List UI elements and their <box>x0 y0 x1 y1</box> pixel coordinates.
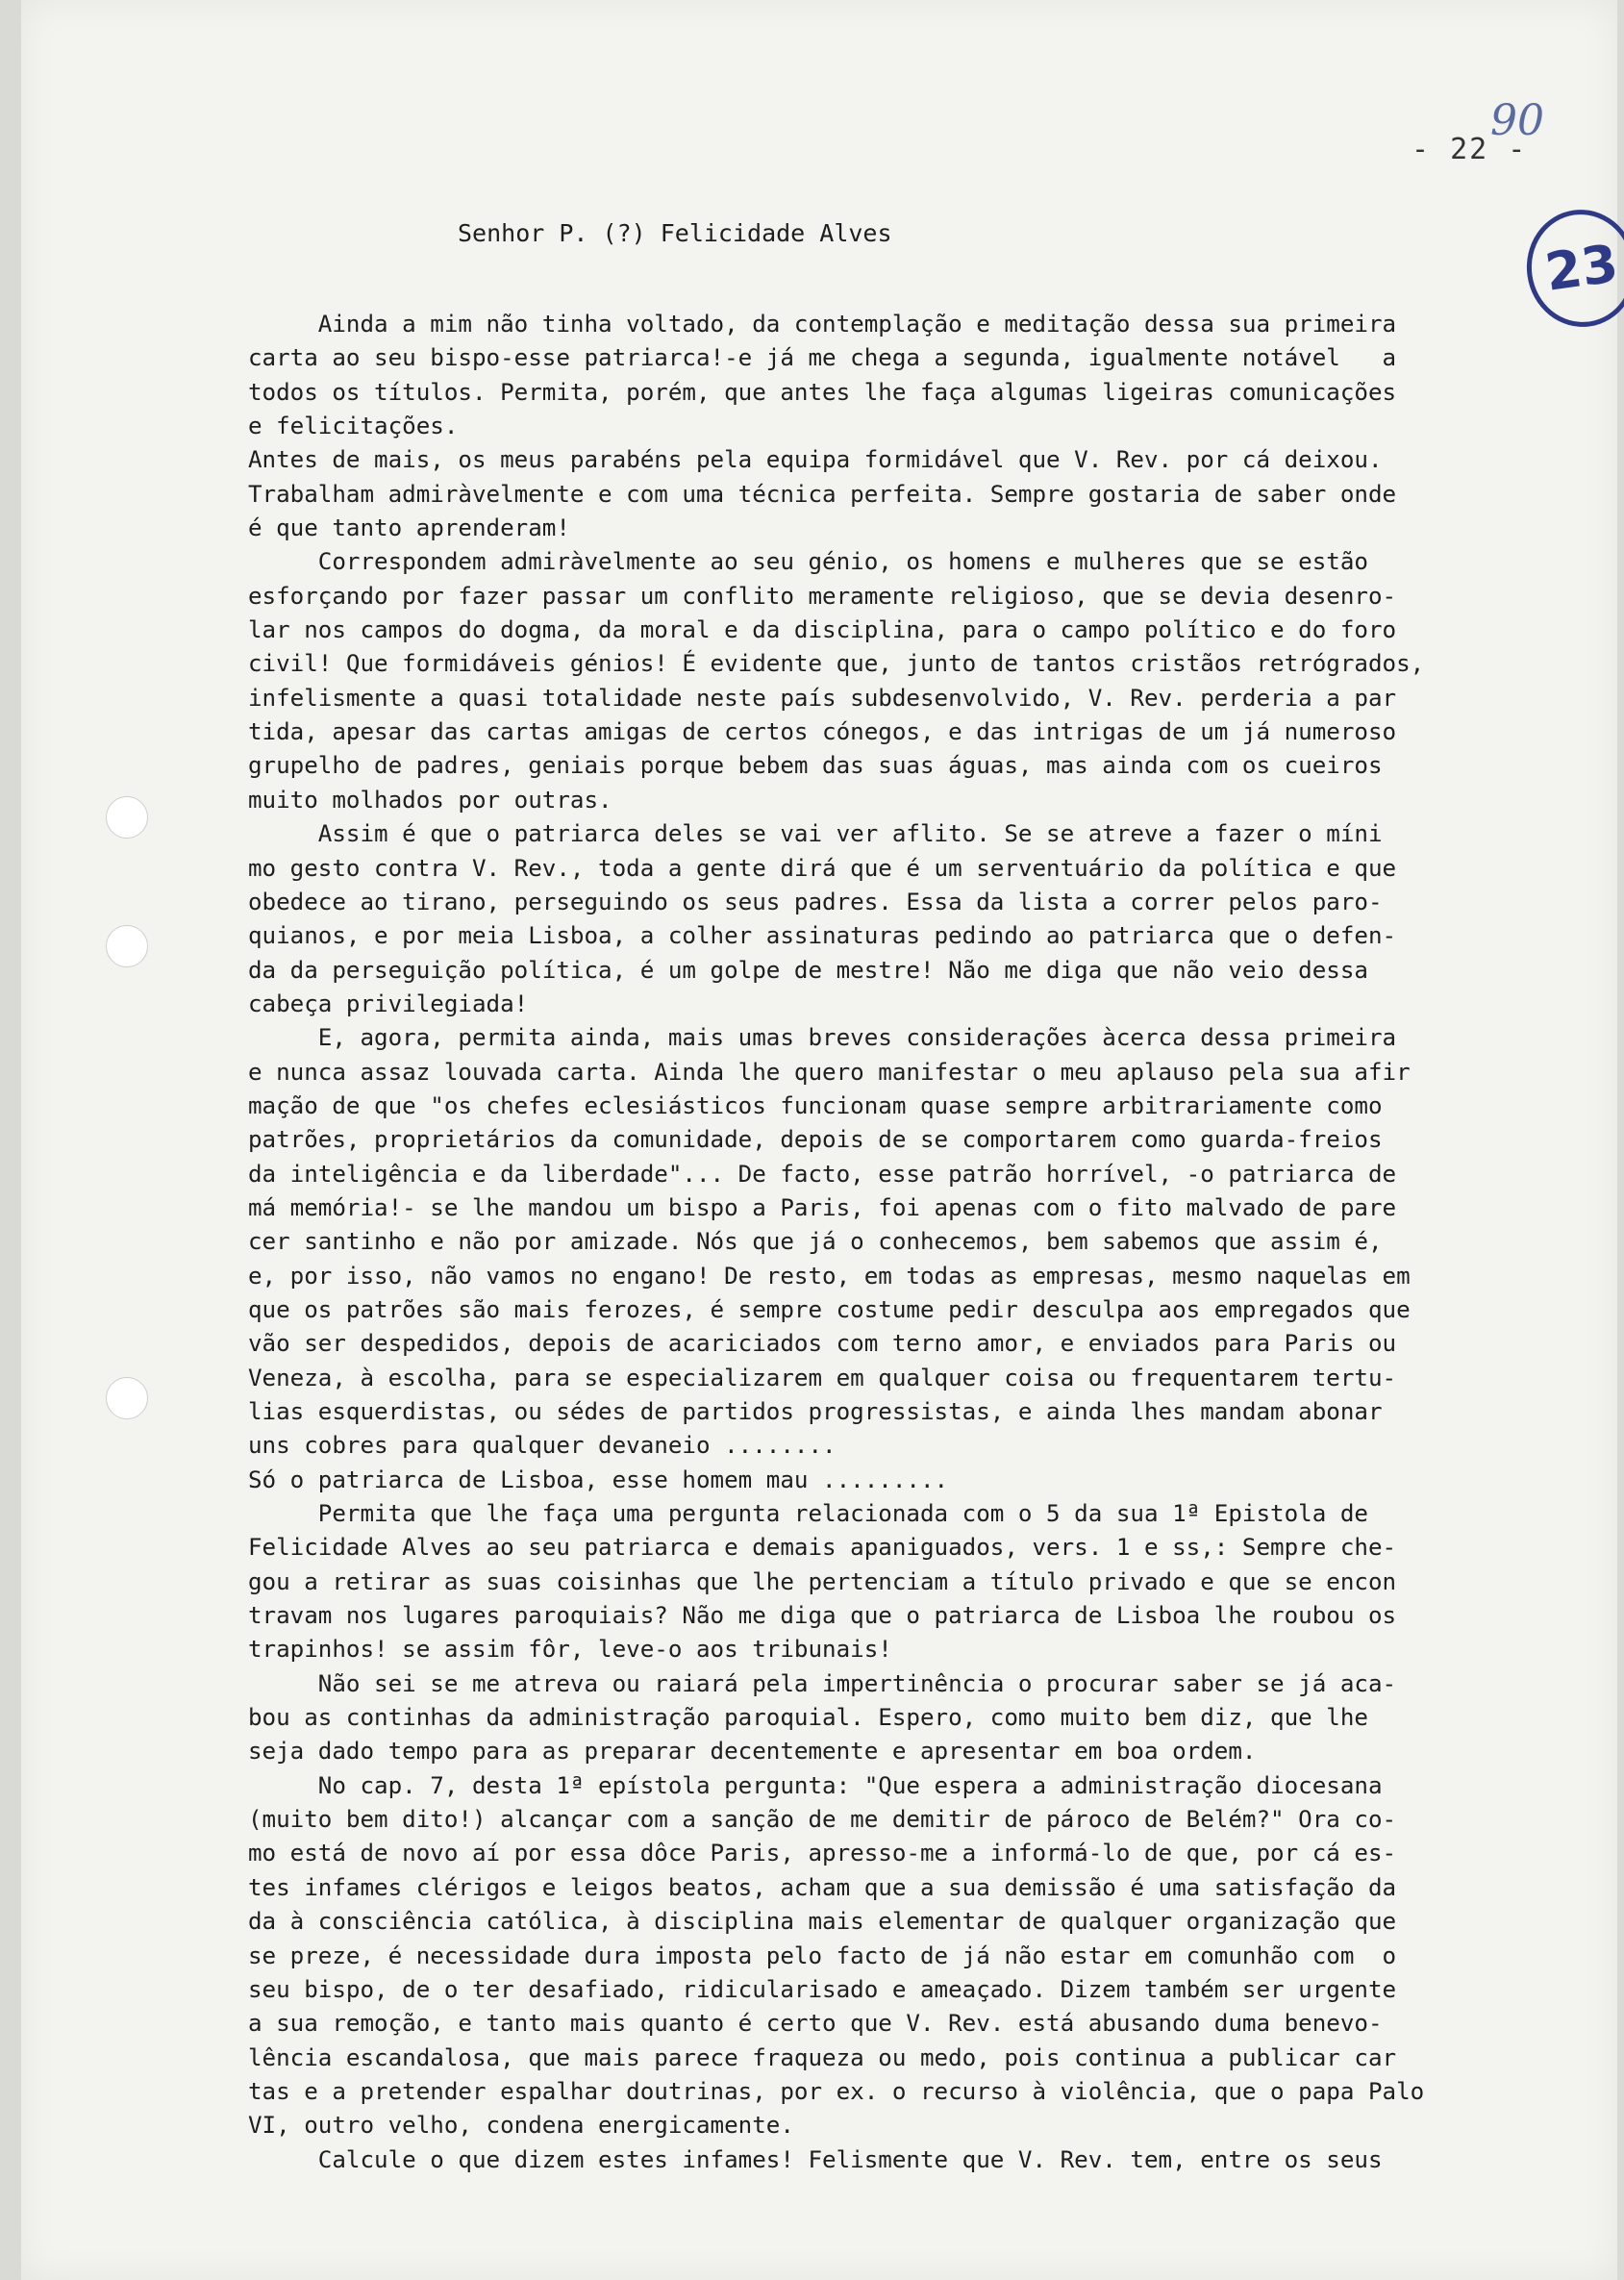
punch-hole <box>106 1377 148 1419</box>
body-line: travam nos lugares paroquiais? Não me diga que o patriarca de Lisboa lhe roubou os <box>248 1602 1397 1630</box>
body-line: cer santinho e não por amizade. Nós que já o conhecemos, bem sabemos que assim é, <box>248 1228 1383 1256</box>
body-line: da da perseguição política, é um golpe de mestre! Não me diga que não veio dessa <box>248 956 1368 984</box>
body-line: (muito bem dito!) alcançar com a sanção de me demitir de pároco de Belém?" Ora co- <box>248 1806 1397 1834</box>
body-line: mação de que "os chefes eclesiásticos funcionam quase sempre arbitrariamente como <box>248 1091 1383 1119</box>
body-line: quianos, e por meia Lisboa, a colher assinaturas pedindo ao patriarca que o defen- <box>248 922 1397 950</box>
body-line: e, por isso, não vamos no engano! De resto, em todas as empresas, mesmo naquelas em <box>248 1262 1411 1290</box>
body-line: e felicitações. <box>248 413 459 440</box>
body-line: vão ser despedidos, depois de acariciados com terno amor, e enviados para Paris ou <box>248 1330 1397 1358</box>
body-line: é que tanto aprenderam! <box>248 514 570 542</box>
body-line: da à consciência católica, à disciplina mais elementar de qualquer organização que <box>248 1908 1397 1936</box>
body-line: cabeça privilegiada! <box>248 990 529 1017</box>
body-line: infelismente a quasi totalidade neste país subdesenvolvido, V. Rev. perderia a par <box>248 684 1397 712</box>
body-line: trapinhos! se assim fôr, leve-o aos tribunais! <box>248 1636 892 1664</box>
body-line: obedece ao tirano, perseguindo os seus padres. Essa da lista a correr pelos paro- <box>248 888 1383 915</box>
body-line: tas e a pretender espalhar doutrinas, por ex. o recurso à violência, que o papa Palo <box>248 2077 1425 2105</box>
body-line: Trabalham admiràvelmente e com uma técnica perfeita. Sempre gostaria de saber onde <box>248 480 1397 508</box>
body-line: seu bispo, de o ter desafiado, ridicularisado e ameaçado. Dizem também ser urgente <box>248 1975 1397 2003</box>
body-line: se preze, é necessidade dura imposta pelo facto de já não estar em comunhão com o <box>248 1942 1397 1969</box>
body-line: que os patrões são mais ferozes, é sempre costume pedir desculpa aos empregados que <box>248 1295 1411 1323</box>
letter-body <box>248 308 1498 2177</box>
document-sheet <box>21 0 1622 2280</box>
punch-hole <box>106 796 148 839</box>
body-line: E, agora, permita ainda, mais umas breves considerações àcerca dessa primeira <box>248 1024 1397 1052</box>
body-line: Não sei se me atreva ou raiará pela impertinência o procurar saber se já aca- <box>248 1669 1397 1697</box>
body-line: tes infames clérigos e leigos beatos, acham que a sua demissão é uma satisfação da <box>248 1873 1397 1901</box>
body-line: Correspondem admiràvelmente ao seu génio, os homens e mulheres que se estão <box>248 548 1368 576</box>
handwritten-annotation: 90 <box>1490 96 1544 145</box>
salutation: Senhor P. (?) Felicidade Alves <box>458 219 892 247</box>
body-line: Veneza, à escolha, para se especializarem em qualquer coisa ou frequentarem tertu- <box>248 1364 1397 1391</box>
body-line: grupelho de padres, geniais porque bebem das suas águas, mas ainda com os cueiros <box>248 752 1383 780</box>
body-line: mo está de novo aí por essa dôce Paris, apresso-me a informá-lo de que, por cá es- <box>248 1840 1397 1867</box>
body-line: seja dado tempo para as preparar decentemente e apresentar em boa ordem. <box>248 1738 1257 1766</box>
body-line: Antes de mais, os meus parabéns pela equipa formidável que V. Rev. por cá deixou. <box>248 446 1383 474</box>
body-line: patrões, proprietários da comunidade, depois de se comportarem como guarda-freios <box>248 1126 1383 1154</box>
body-line: lias esquerdistas, ou sédes de partidos progressistas, e ainda lhes mandam abonar <box>248 1398 1383 1425</box>
body-line: No cap. 7, desta 1ª epístola pergunta: "Que espera a administração diocesana <box>248 1771 1383 1799</box>
body-line: lência escandalosa, que mais parece fraqueza ou medo, pois continua a publicar car <box>248 2043 1397 2071</box>
body-line: carta ao seu bispo-esse patriarca!-e já me chega a segunda, igualmente notável a <box>248 344 1397 372</box>
body-line: má memória!- se lhe mandou um bispo a Paris, foi apenas com o fito malvado de pare <box>248 1193 1397 1221</box>
page-stamp: 23 <box>1519 203 1624 335</box>
body-line: tida, apesar das cartas amigas de certos cónegos, e das intrigas de um já numeroso <box>248 718 1397 746</box>
body-line: bou as continhas da administração paroquial. Espero, como muito bem diz, que lhe <box>248 1704 1368 1732</box>
body-line: esforçando por fazer passar um conflito meramente religioso, que se devia desenro- <box>248 582 1397 610</box>
body-line: Felicidade Alves ao seu patriarca e demais apaniguados, vers. 1 e ss,: Sempre che- <box>248 1534 1397 1562</box>
body-line: VI, outro velho, condena energicamente. <box>248 2112 794 2140</box>
body-line: da inteligência e da liberdade"... De facto, esse patrão horrível, -o patriarca de <box>248 1160 1397 1188</box>
punch-hole <box>106 925 148 967</box>
body-line: Ainda a mim não tinha voltado, da contemplação e meditação dessa sua primeira <box>248 311 1397 338</box>
body-line: todos os títulos. Permita, porém, que antes lhe faça algumas ligeiras comunicações <box>248 378 1397 406</box>
body-line: civil! Que formidáveis génios! É evidente que, junto de tantos cristãos retrógrados, <box>248 650 1425 678</box>
body-line: muito molhados por outras. <box>248 786 612 814</box>
body-line: uns cobres para qualquer devaneio ........ <box>248 1432 837 1460</box>
page-number: - 22 - <box>1412 133 1528 166</box>
body-line: a sua remoção, e tanto mais quanto é certo que V. Rev. está abusando duma benevo- <box>248 2010 1383 2038</box>
body-line: gou a retirar as suas coisinhas que lhe pertenciam a título privado e que se encon <box>248 1567 1397 1595</box>
body-line: e nunca assaz louvada carta. Ainda lhe quero manifestar o meu aplauso pela sua afir <box>248 1058 1411 1086</box>
body-line: Só o patriarca de Lisboa, esse homem mau ......... <box>248 1466 949 1493</box>
body-line: mo gesto contra V. Rev., toda a gente dirá que é um serventuário da política e que <box>248 854 1397 882</box>
body-line: Permita que lhe faça uma pergunta relacionada com o 5 da sua 1ª Epistola de <box>248 1500 1368 1528</box>
body-line: Calcule o que dizem estes infames! Felismente que V. Rev. tem, entre os seus <box>248 2145 1383 2173</box>
body-line: lar nos campos do dogma, da moral e da disciplina, para o campo político e do foro <box>248 616 1397 644</box>
body-line: Assim é que o patriarca deles se vai ver aflito. Se se atreve a fazer o míni <box>248 820 1383 848</box>
